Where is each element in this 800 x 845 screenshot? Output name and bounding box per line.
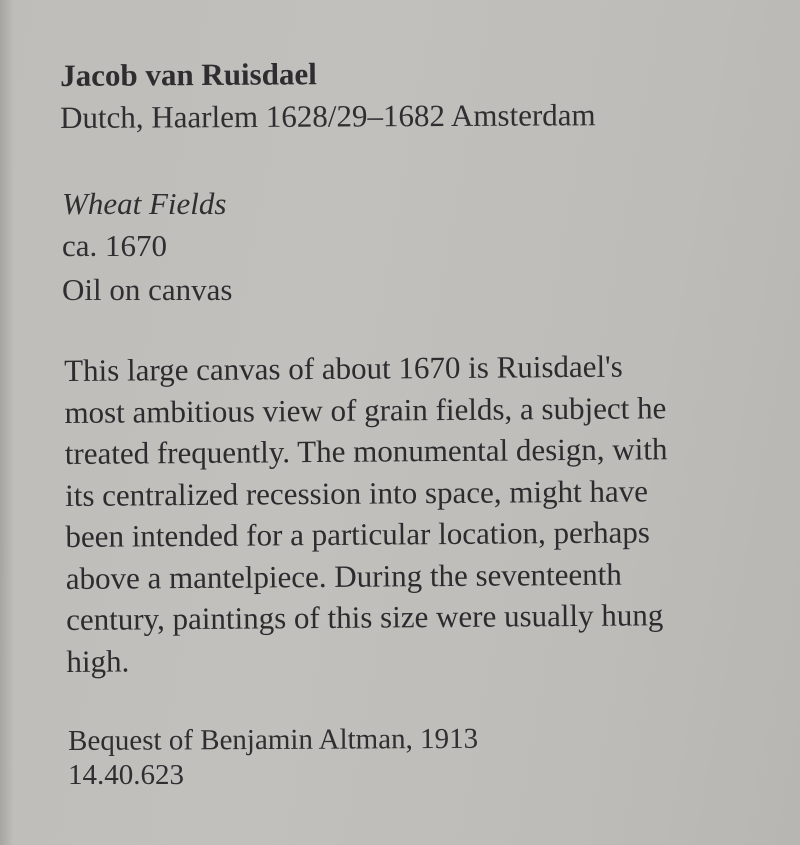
credit-line: Bequest of Benjamin Altman, 1913 bbox=[68, 722, 479, 757]
artist-bio: Dutch, Haarlem 1628/29–1682 Amsterdam bbox=[60, 97, 596, 135]
description-line: most ambitious view of grain fields, a subject he bbox=[64, 389, 667, 430]
description-line: treated frequently. The monumental design, with bbox=[64, 431, 668, 471]
accession-number: 14.40.623 bbox=[68, 759, 184, 791]
card-edge-shadow bbox=[0, 0, 14, 845]
description-line: above a mantelpiece. During the seventeenth bbox=[65, 556, 622, 596]
artwork-description bbox=[64, 345, 767, 682]
artist-name: Jacob van Ruisdael bbox=[60, 56, 317, 93]
artwork-medium: Oil on canvas bbox=[62, 272, 233, 307]
description-line: high. bbox=[66, 642, 130, 679]
description-line: been intended for a particular location, perhaps bbox=[65, 514, 651, 554]
artwork-title: Wheat Fields bbox=[62, 186, 227, 221]
description-line: its centralized recession into space, might have bbox=[65, 472, 649, 513]
description-line: century, paintings of this size were usually hung bbox=[65, 597, 664, 637]
artwork-date: ca. 1670 bbox=[62, 228, 168, 263]
description-line: This large canvas of about 1670 is Ruisdael's bbox=[64, 348, 623, 388]
